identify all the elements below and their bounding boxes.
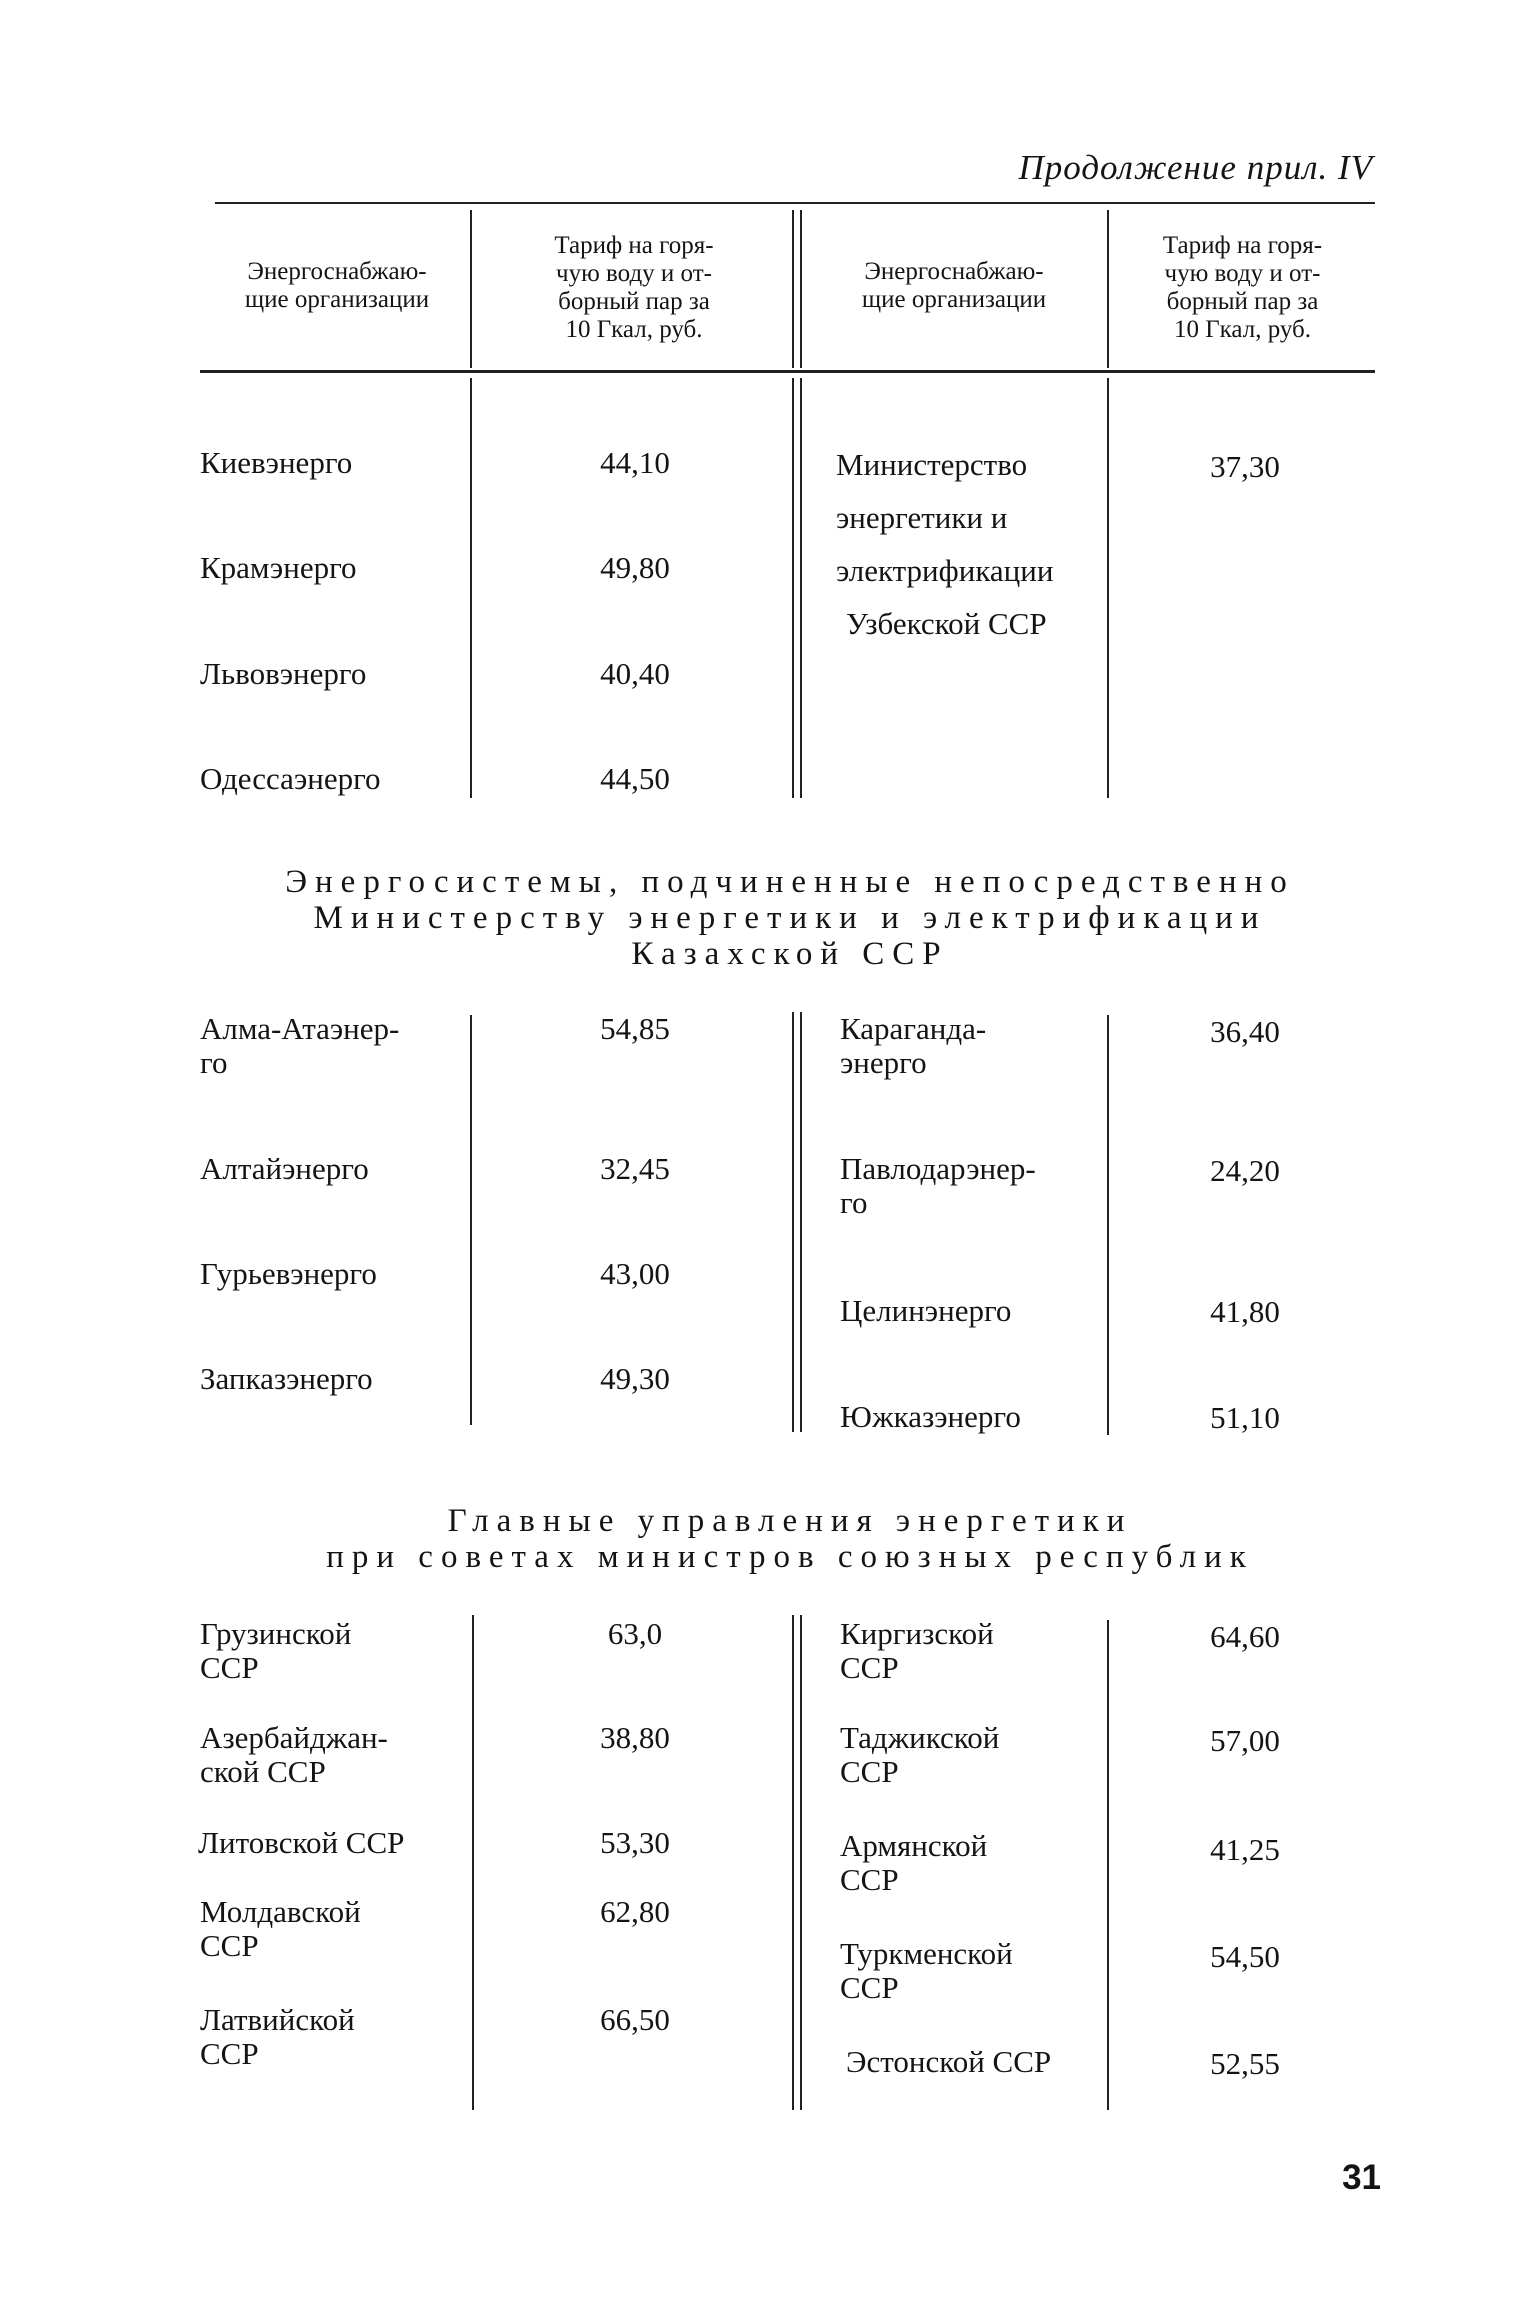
header-line: чую воду и от- <box>556 260 712 287</box>
org-name-line: Таджикской <box>840 1720 1000 1755</box>
block2-divider-1 <box>470 1015 472 1425</box>
org-name-line: ССР <box>200 1928 259 1963</box>
header-line: чую воду и от- <box>1164 260 1321 287</box>
org-name-line: Латвийской <box>200 2002 355 2037</box>
tariff-value: 54,85 <box>600 1011 670 1046</box>
tariff-value: 40,40 <box>600 656 670 691</box>
org-name-line: ССР <box>840 1754 899 1789</box>
tariff-value: 41,25 <box>1210 1832 1280 1867</box>
tariff-value: 64,60 <box>1210 1619 1280 1654</box>
org-name <box>840 1012 986 1080</box>
block3-divider-1 <box>472 1615 474 2110</box>
block3-divider-3 <box>1107 1620 1109 2110</box>
org-name-line: электрификации <box>836 553 1054 588</box>
tariff-value: 36,40 <box>1210 1014 1280 1049</box>
tariff-value: 43,00 <box>600 1256 670 1291</box>
org-name <box>200 1617 351 1685</box>
org-name <box>840 1721 999 1789</box>
tariff-value: 49,30 <box>600 1361 670 1396</box>
table-top-rule <box>215 202 1375 204</box>
header-line: борный пар за <box>558 288 710 315</box>
header-line: щие организации <box>861 286 1047 313</box>
block2-divider-3 <box>1107 1015 1109 1435</box>
header-divider-3 <box>1107 210 1109 368</box>
header-double-divider <box>792 210 802 368</box>
org-name-line: ской ССР <box>200 1754 326 1789</box>
block1-divider-3 <box>1107 378 1109 798</box>
org-name: Запказэнерго <box>200 1361 373 1396</box>
org-name-line: Туркменской <box>840 1936 1013 1971</box>
section-title-line: при советах министров союзных республик <box>326 1539 1254 1575</box>
org-name-line: Армянской <box>840 1828 988 1863</box>
org-name: Целинэнерго <box>840 1293 1012 1328</box>
org-name-line: Азербайджан- <box>200 1720 388 1755</box>
tariff-value: 57,00 <box>1210 1723 1280 1758</box>
section-title-kazakh <box>180 864 1400 972</box>
page-number: 31 <box>1342 2158 1381 2197</box>
tariff-value: 51,10 <box>1210 1400 1280 1435</box>
org-name-line: го <box>200 1045 228 1080</box>
org-name <box>200 1895 361 1963</box>
header-divider-1 <box>470 210 472 368</box>
org-name: Гурьевэнерго <box>200 1256 377 1291</box>
block1-double-divider <box>792 378 802 798</box>
org-name-line: ССР <box>840 1970 899 2005</box>
org-name-line: Караганда- <box>840 1011 987 1046</box>
org-name-line: Молдавской <box>200 1894 361 1929</box>
section-title-line: Главные управления энергетики <box>447 1503 1133 1539</box>
header-line: щие организации <box>244 286 430 313</box>
section-title-main-directorates <box>180 1503 1400 1575</box>
org-name-line: энергетики и <box>836 500 1008 535</box>
header-line: Энергоснабжаю- <box>864 258 1044 285</box>
org-name-line: го <box>840 1185 868 1220</box>
org-name-line: Павлодарэнер- <box>840 1151 1036 1186</box>
org-name: Алтайэнерго <box>200 1151 369 1186</box>
org-name-multiline <box>836 448 1053 660</box>
org-name: Львовэнерго <box>200 656 367 691</box>
org-name <box>200 2003 355 2071</box>
org-name <box>840 1937 1013 2005</box>
tariff-value: 44,10 <box>600 445 670 480</box>
org-name <box>840 1617 994 1685</box>
tariff-value: 62,80 <box>600 1894 670 1929</box>
org-name-line: Грузинской <box>200 1616 352 1651</box>
tariff-value: 32,45 <box>600 1151 670 1186</box>
block2-double-divider <box>792 1012 802 1432</box>
org-name-line: ССР <box>200 1650 259 1685</box>
header-org-col-1 <box>208 258 466 314</box>
org-name-line: Киргизской <box>840 1616 994 1651</box>
org-name <box>840 1829 987 1897</box>
tariff-value: 66,50 <box>600 2002 670 2037</box>
org-name-line: ССР <box>200 2036 259 2071</box>
header-line: Тариф на горя- <box>1162 232 1323 259</box>
tariff-value: 41,80 <box>1210 1294 1280 1329</box>
section-title-line: Энергосистемы, подчиненные непосредственно <box>285 864 1295 900</box>
block3-double-divider <box>792 1615 802 2110</box>
org-name: Киевэнерго <box>200 445 353 480</box>
tariff-value: 37,30 <box>1210 449 1280 484</box>
header-line: 10 Гкал, руб. <box>1173 316 1312 343</box>
org-name-line: Алма-Атаэнер- <box>200 1011 400 1046</box>
header-tariff-col-4 <box>1115 232 1370 344</box>
org-name <box>840 1152 1036 1220</box>
org-name: Одессаэнерго <box>200 761 381 796</box>
org-name-line: энерго <box>840 1045 927 1080</box>
tariff-value: 49,80 <box>600 550 670 585</box>
tariff-value: 63,0 <box>607 1616 663 1651</box>
tariff-value: 44,50 <box>600 761 670 796</box>
header-line: Энергоснабжаю- <box>247 258 427 285</box>
org-name <box>200 1012 399 1080</box>
tariff-value: 53,30 <box>600 1825 670 1860</box>
org-name <box>200 1721 388 1789</box>
section-title-line: Казахской ССР <box>631 936 949 972</box>
org-name: Крамэнерго <box>200 550 357 585</box>
block1-divider-1 <box>470 378 472 798</box>
org-name-line: Узбекской ССР <box>846 606 1047 641</box>
org-name-line: ССР <box>840 1650 899 1685</box>
org-name: Литовской ССР <box>198 1825 405 1860</box>
header-line: 10 Гкал, руб. <box>565 316 703 343</box>
tariff-value: 38,80 <box>600 1720 670 1755</box>
header-line: борный пар за <box>1166 288 1319 315</box>
header-tariff-col-2 <box>500 232 768 344</box>
org-name: Южказэнерго <box>840 1399 1021 1434</box>
continuation-note: Продолжение прил. IV <box>1018 148 1373 187</box>
tariff-value: 52,55 <box>1210 2046 1280 2081</box>
header-line: Тариф на горя- <box>554 232 714 259</box>
header-org-col-3 <box>805 258 1103 314</box>
org-name-line: Министерство <box>836 447 1028 482</box>
org-name: Эстонской ССР <box>846 2044 1052 2079</box>
org-name-line: ССР <box>840 1862 899 1897</box>
table-header-rule <box>200 370 1375 373</box>
tariff-value: 54,50 <box>1210 1939 1280 1974</box>
section-title-line: Министерству энергетики и электрификации <box>313 900 1267 936</box>
tariff-value: 24,20 <box>1210 1153 1280 1188</box>
